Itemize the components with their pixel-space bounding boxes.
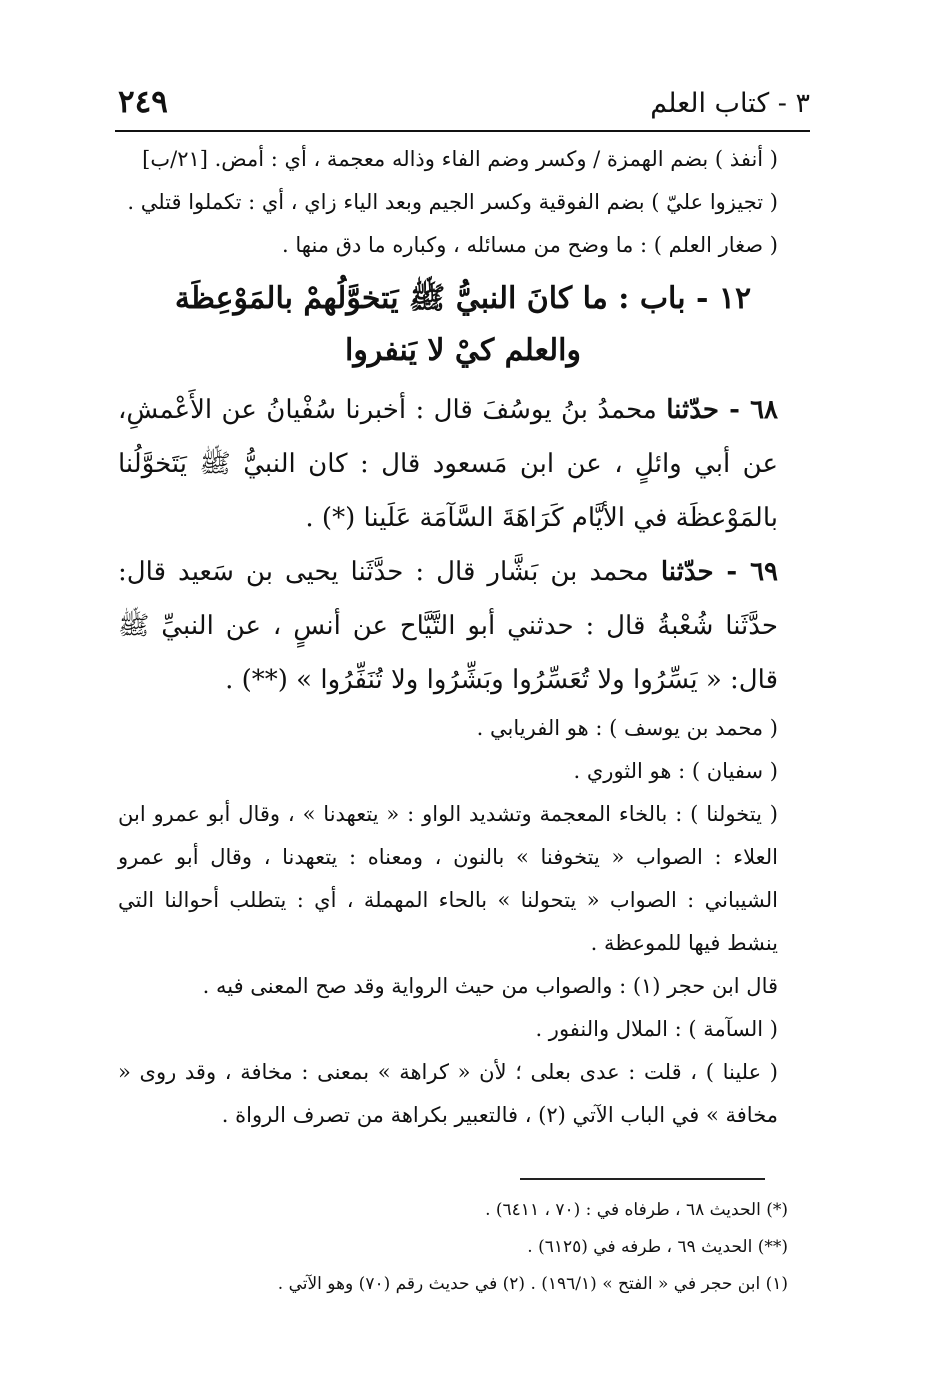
gloss-paragraph: ( صغار العلم ) : ما وضح من مسائله ، وكباره ما دق منها . bbox=[282, 233, 778, 257]
hadith-number-label: ٦٩ - حدّثنا bbox=[660, 557, 778, 587]
heading-line: ١٢ - باب : ما كانَ النبيُّ ﷺ يَتخوَّلُهمْ بالمَوْعِظَة bbox=[174, 281, 752, 316]
hadith-text: محمد بن بَشَّار قال : حدَّثَنا يحيى بن سَعيد قال: حدَّثَنا شُعْبةُ قال : حدثني أبو التَّيَّاح عن أنسٍ ، عن النبيِّ ﷺ قال: « يَسِّرُوا ولا تُعَسِّرُوا وبَشِّرُوا ولا تُنَفِّرُوا » (**) . bbox=[118, 557, 778, 695]
main-text bbox=[118, 138, 808, 1137]
gloss-paragraph: ( أنفذ ) بضم الهمزة / وكسر وضم الفاء وذاله معجمة ، أي : أمض. [٢١/ب] bbox=[142, 147, 778, 171]
hadith-68 bbox=[118, 383, 808, 545]
gloss-paragraph: ( تجيزوا عليّ ) بضم الفوقية وكسر الجيم وبعد الياء زاي ، أي : تكملوا قتلي . bbox=[127, 190, 778, 214]
chapter-title: ٣ - كتاب العلم bbox=[650, 88, 810, 119]
footnote-rule bbox=[520, 1178, 765, 1180]
page-header bbox=[110, 84, 810, 124]
heading-line: والعلم كيْ لا يَنفروا bbox=[344, 333, 581, 368]
header-rule bbox=[115, 130, 810, 132]
page-number: ٢٤٩ bbox=[118, 84, 168, 120]
hadith-text: محمدُ بنُ يوسُفَ قال : أخبرنا سُفْيانُ عن الأَعْمشِ، عن أبي وائلٍ ، عن ابن مَسعود قال : كان النبيُّ ﷺ يَتَخوَّلُنا بالمَوْعظَة في الأيَّام كَرَاهَةَ السَّآمَة عَلَينا (*) . bbox=[118, 395, 778, 533]
commentary-paragraph: قال ابن حجر (١) : والصواب من حيث الرواية وقد صح المعنى فيه . bbox=[202, 974, 778, 998]
footnotes bbox=[118, 1192, 808, 1303]
footnote: (**) الحديث ٦٩ ، طرفه في (٦١٢٥) . bbox=[527, 1237, 788, 1257]
hadith-69 bbox=[118, 545, 808, 707]
footnote: (*) الحديث ٦٨ ، طرفاه في : (٧٠ ، ٦٤١١) . bbox=[485, 1200, 788, 1220]
commentary-paragraph: ( السآمة ) : الملال والنفور . bbox=[535, 1017, 778, 1041]
commentary-paragraph: ( يتخولنا ) : بالخاء المعجمة وتشديد الواو : « يتعهدنا » ، وقال أبو عمرو ابن العلاء : الصواب « يتخوفنا » بالنون ، ومعناه : يتعهدنا ، وقال أبو عمرو الشيباني : الصواب « يتحولنا » بالحاء المهملة ، أي : يتطلب أحوالنا التي ينشط فيها للموعظة . bbox=[118, 802, 778, 955]
footnote: (١) ابن حجر في « الفتح » (١٩٦/١) . (٢) في حديث رقم (٧٠) وهو الآتي . bbox=[277, 1274, 788, 1294]
commentary-paragraph: ( سفيان ) : هو الثوري . bbox=[573, 759, 778, 783]
chapter-heading bbox=[118, 273, 808, 377]
commentary-paragraph: ( علينا ) ، قلت : عدى بعلى ؛ لأن « كراهة » بمعنى : مخافة ، وقد روى « مخافة » في الباب الآتي (٢) ، فالتعبير بكراهة من تصرف الرواة . bbox=[118, 1060, 778, 1127]
hadith-number-label: ٦٨ - حدّثنا bbox=[666, 395, 778, 425]
commentary-paragraph: ( محمد بن يوسف ) : هو الفريابي . bbox=[476, 716, 778, 740]
